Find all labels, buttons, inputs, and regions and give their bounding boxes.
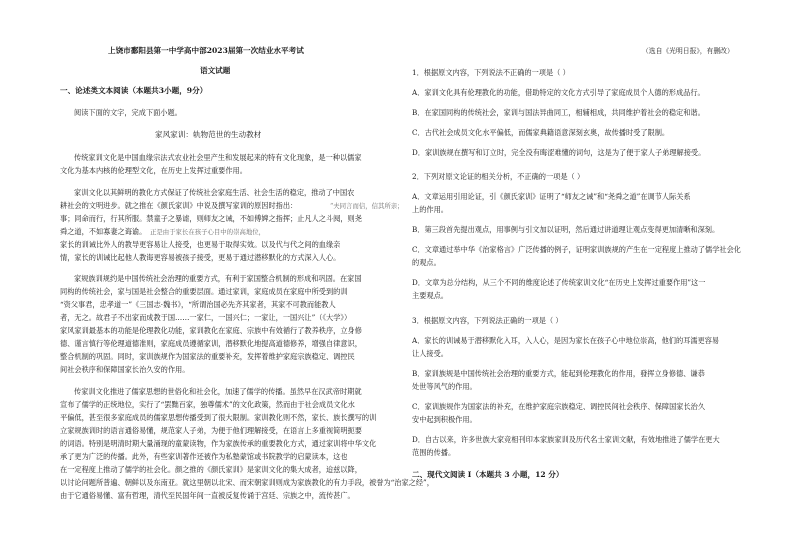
q3-option-b-cont: 处世等风气的作用。: [412, 382, 477, 391]
section1-heading: 一、论述类文本阅读（本题共3小题，9分）: [60, 86, 208, 95]
q2-option-a-cont: 上的作用。: [412, 205, 448, 214]
essay-line: 家规族训规约是中国传统社会治理的重要方式，有利于家国整合机制的形成和巩固。在家国: [74, 274, 362, 283]
section2-heading: 二、现代文阅读 I（本题共 3 小题，12 分）: [412, 470, 564, 479]
essay-line: 的词语。特别是明清时期大量涌现的童蒙读物，作为家族传承的重要教化方式，通过家训将中华文化: [60, 439, 377, 448]
question-3: 3．根据原文内容，下列说法正确的一项是（ ）: [412, 316, 563, 325]
question-1: 1．根据原文内容，下列说法不正确的一项是（ ）: [412, 68, 570, 77]
q1-option-c: C．古代社会成员文化水平偏低，而儒家典籍语意深刻玄奥，故传播时受了限制。: [412, 128, 670, 137]
q1-option-a: A．家训文化具有伦理教化的功能，借助特定的文化方式引导了家庭成员个人德的形成品行。: [412, 88, 705, 97]
essay-line: 传统家训文化是中国血缘宗法式农业社会里产生和发展起来的特有文化现象，是一种以儒家: [74, 153, 362, 162]
subject-title: 语文试题: [200, 66, 231, 75]
q2-option-c-cont: 的观点。: [412, 258, 441, 267]
essay-line: 宣布了儒学的正统地位，实行了“罢黜百家，独尊儒术”的文化政策，然而由于社会成员文化水: [60, 400, 355, 409]
q3-option-d-cont: 范围的传播。: [412, 448, 456, 457]
q3-option-b: B．家训族规是中国传统社会治理的重要方式，能起到伦理教化的作用，發挥立身修德、谦恭: [412, 369, 705, 378]
essay-line: “资父事君，忠孝道一”《三国志·魏书》，“所谓治国必先齐其家者，其家不可教而能教人: [60, 300, 336, 309]
essay-line: 情，家长的训诫比起他人教诲更容易被孩子接受，更易于通过潜移默化的方式深入人心。: [60, 253, 341, 262]
essay-line: 舜之道，不如寡妻之诲谕。: [60, 227, 147, 236]
essay-line: 耕社会的文明进步。就之推在《颜氏家训》中说及撰写家训的原因时指出：: [60, 201, 298, 210]
q1-option-d: D．家训族规在撰写和订立时，完全没有晦涩难懂的词句，这是为了便于家人子弟理解接受。: [412, 148, 706, 157]
essay-title: 家风家训：轨物范世的生动教材: [155, 130, 262, 139]
q3-option-a-cont: 让人接受。: [412, 349, 448, 358]
essay-line: 家风家训最基本的功能是伦理教化功能，家训教化在家庭、宗族中有效循行了教养秩序，立身修: [60, 326, 362, 335]
essay-line: 由于它通俗易懂、富有哲理，清代至民国年间一直被反复传诵于宫廷、宗族之中，流传甚广。: [60, 491, 355, 500]
q2-option-c: C．文章通过举中华《治家格言》广泛传播的例子，证明家训族规的产生在一定程度上推动了儒学社会化: [412, 245, 741, 254]
q3-option-d: D．自古以来，许多世族大家竞相刊印本家族家训及历代名士家训文献，有效地推进了儒学在更大: [412, 435, 720, 444]
essay-line: 承了更为广泛的传播。此外，有些家训著作还被作为私塾蒙馆或书院教学的启蒙读本，这也: [60, 452, 348, 461]
essay-line: 以讨论问题所普遍、朝鲜以及东南亚。就这里朝以北宋、而宋朝家训则成为家族教化的有力手段，被誉为“治家之经”，: [60, 478, 434, 487]
essay-line: 传家训文化推进了儒家思想的世俗化和社会化，加速了儒学的传播。虽然早在汉武帝时期就: [74, 387, 362, 396]
essay-line: 同构的传统社会，家与国是社会整合的重要层面。通过家训，家庭成员在家庭中所受到的训: [60, 287, 348, 296]
essay-quote: “夫同言而信，信其所亲；: [330, 202, 404, 210]
essay-line: 在一定程度上推动了儒学的社会化。颜之推的《颜氏家训》是家训文化的集大成者，迨兹以降，: [60, 465, 362, 474]
q2-option-d-cont: 主要观点。: [412, 291, 448, 300]
essay-line: 整合机制的巩固。同时，家训族规作为国家法的重要补充，发挥着维护家庭宗族稳定、调控民: [60, 352, 355, 361]
essay-line: 立家规族训时的语言通俗易懂，规范家人子弟，为便于他们理解接受，在语言上多重视简明扼要: [60, 426, 362, 435]
essay-line: 平偏低，甚至很多家庭成员的儒家思想传播受到了很大限制。家训教化则不然，家长、族长撰写的训: [60, 413, 377, 422]
essay-line: 家训文化以其鲜明的教化方式保证了传统社会家庭生活、社会生活的稳定，推动了中国农: [74, 188, 355, 197]
q2-option-d: D．文章为总分结构，从三个不同的维度论述了传统家训文化“在历史上发挥过重要作用”这一: [412, 278, 706, 287]
q3-option-c-cont: 安中起到积极作用。: [412, 415, 477, 424]
question-2: 2．下列对原文论证的相关分析，不正确的一项是（ ）: [412, 172, 585, 181]
essay-line: 文化为基本内核的伦理型文化，在历史上发挥过重要作用。: [60, 166, 247, 175]
q1-option-b: B．在家国同构的传统社会，家训与国法异曲同工，相辅相成，共同维护着社会的稳定和谐。: [412, 108, 705, 117]
essay-line: 间社会秩序和保障国家长治久安的作用。: [60, 365, 190, 374]
essay-line: 事；同命而行，行其所服。禁童子之暴谑，则师友之诫，不如傅婢之指挥；止凡人之斗阋，则尧: [60, 214, 362, 223]
instruction: 阅读下面的文字，完成下面小题。: [74, 108, 182, 117]
essay-line: 家长的训诫比外人的教导更容易让人接受，也更易于取得实效。以及代与代之间的血缘亲: [60, 240, 341, 249]
q3-option-a: A．家长的训诫易于潜移默化入耳，入人心，是因为家长在孩子心中地位崇高，他们的耳濡更容易: [412, 336, 720, 345]
q2-option-a: A．文章运用引用论证，引《颜氏家训》证明了“师友之诫”和“尧舜之道”在调节人际关系: [412, 192, 691, 201]
essay-line: 德、谨言慎行等伦理道德准则，家庭成员遵循家训，潜移默化地提高道德修养，增强自律意识，: [60, 339, 362, 348]
source-note: （选自《光明日报》，有删改）: [642, 47, 734, 55]
q3-option-c: C．家训族规作为国家法的补充，在维护家庭宗族稳定、调控民间社会秩序、保障国家长治久: [412, 402, 706, 411]
essay-line: 者，无之。故君子不出家而成教于国……一家仁，一国兴仁；一家让，一国兴让”（《大学》）: [60, 313, 352, 322]
q2-option-b: B．第三段首先提出观点，用事例与引文加以证明，然后通过讲道理让观点变得更加清晰和深刻。: [412, 225, 720, 234]
exam-title: 上饶市鄱阳县第一中学高中部2023届第一次结业水平考试: [108, 46, 304, 55]
essay-quote: 正是由于家长在孩子心目中的崇高地位，: [150, 228, 266, 236]
